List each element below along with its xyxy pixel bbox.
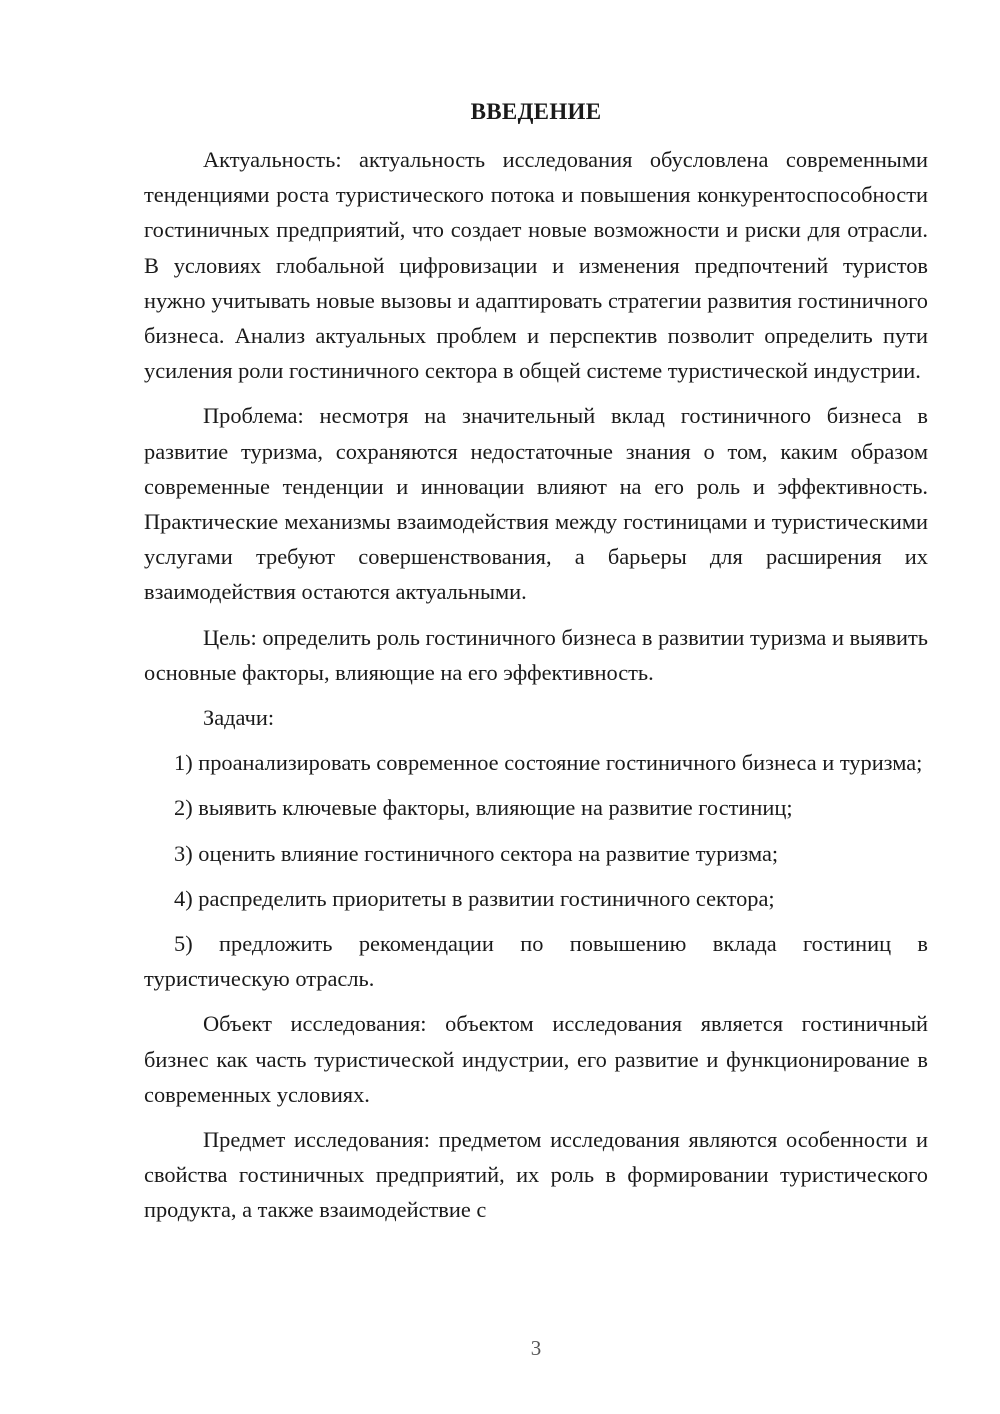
page-number: 3 — [530, 1336, 542, 1360]
task-item: 4) распределить приоритеты в развитии гостиничного сектора; — [174, 885, 775, 911]
task-item: 3) оценить влияние гостиничного сектора на развитие туризма; — [174, 840, 779, 866]
section-title: ВВЕДЕНИЕ — [470, 99, 602, 124]
paragraph-goal: Цель: определить роль гостиничного бизнеса в развитии туризма и выявить основные факторы, влияющие на его эффективность. — [144, 624, 928, 685]
task-item: 5) предложить рекомендации по повышению вклада гостиниц в туристическую отрасль. — [144, 931, 928, 992]
task-item: 2) выявить ключевые факторы, влияющие на развитие гостиниц; — [174, 795, 793, 821]
task-item: 1) проанализировать современное состояние гостиничного бизнеса и туризма; — [174, 750, 923, 776]
paragraph-object: Объект исследования: объектом исследования является гостиничный бизнес как часть туристической индустрии, его развитие и функционирование в современных условиях. — [144, 1011, 928, 1107]
paragraph-problem: Проблема: несмотря на значительный вклад гостиничного бизнеса в развитие туризма, сохраняются недостаточные знания о том, каким образом современные тенденции и инновации влияют на его роль и эффективность. Практические механизмы взаимодействия между гостиницами и туристическими услугами требуют совершенствования, а барьеры для расширения их взаимодействия остаются актуальными. — [144, 403, 928, 605]
document-body — [144, 142, 928, 1238]
paragraph-tasks-heading: Задачи: — [203, 705, 275, 731]
paragraph-subject: Предмет исследования: предметом исследования являются особенности и свойства гостиничных предприятий, их роль в формировании туристического продукта, а также взаимодействие с — [144, 1127, 928, 1223]
paragraph-relevance: Актуальность: актуальность исследования обусловлена современными тенденциями роста туристического потока и повышения конкурентоспособности гостиничных предприятий, что создает новые возможности и риски для отрасли. В условиях глобальной цифровизации и изменения предпочтений туристов нужно учитывать новые вызовы и адаптировать стратегии развития гостиничного бизнеса. Анализ актуальных проблем и перспектив позволит определить пути усиления роли гостиничного сектора в общей системе туристической индустрии. — [144, 147, 928, 384]
document-page — [144, 0, 928, 1414]
